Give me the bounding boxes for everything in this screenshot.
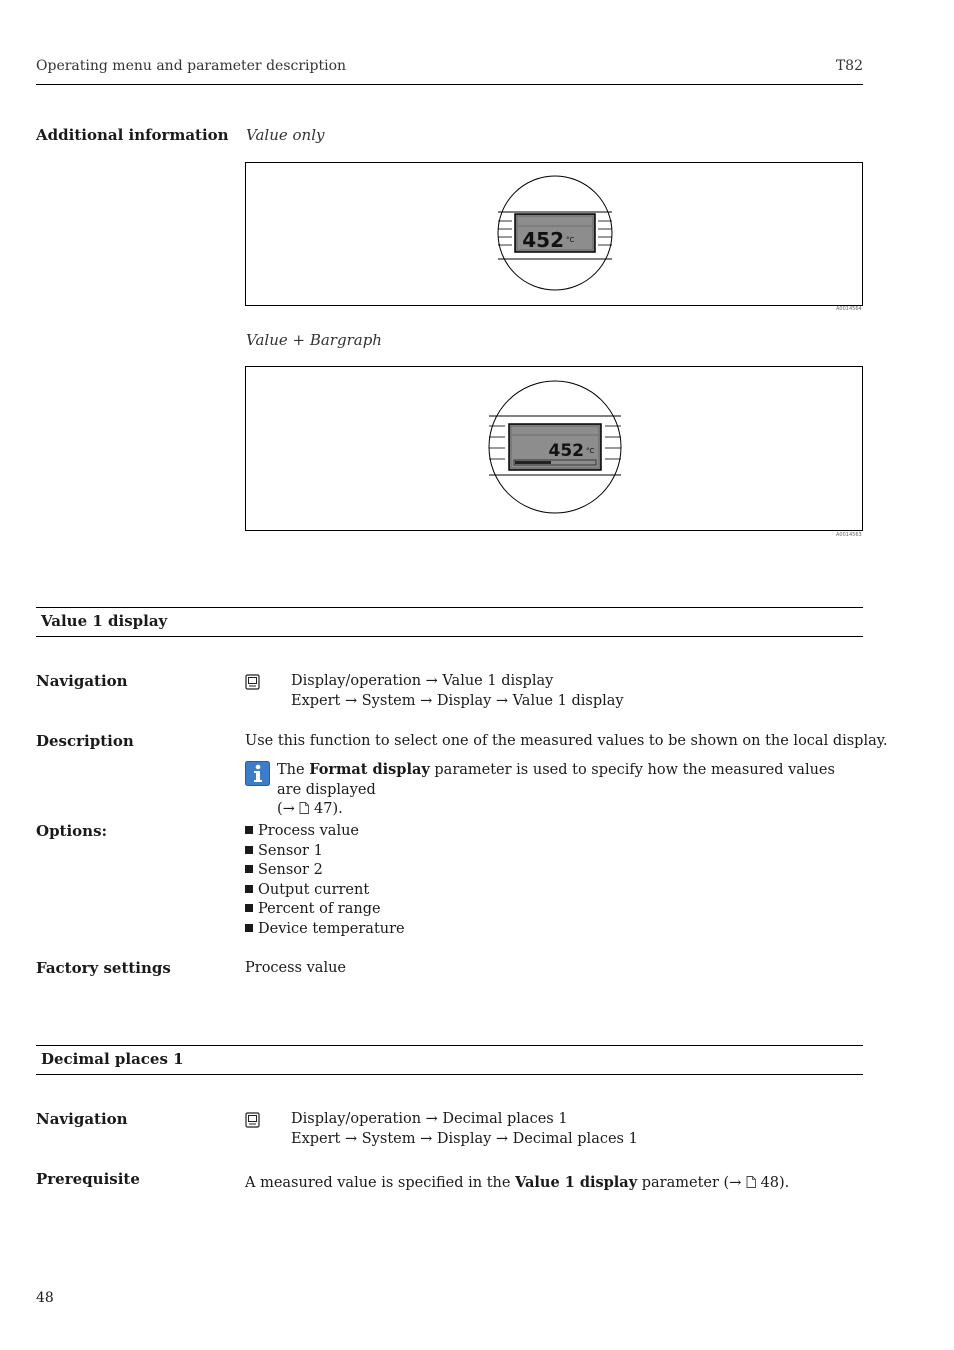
prereq-parameter-name: Value 1 display	[515, 1174, 638, 1191]
header-rule	[36, 84, 863, 85]
list-item: Device temperature	[245, 920, 405, 940]
section-decimal-places-1	[36, 1045, 863, 1075]
list-item: Output current	[245, 881, 405, 901]
nav-path-display-operation: Display/operation → Value 1 display	[291, 673, 554, 689]
page-ref-icon	[746, 1175, 756, 1195]
note-ref-page: 47	[314, 801, 333, 817]
reading-value: 452	[522, 228, 564, 252]
display-menu-icon	[245, 674, 260, 694]
note-text-post: parameter is used to specify how the measured values are displayed	[277, 762, 835, 798]
bargraph-reading-unit: °C	[586, 447, 595, 455]
figure-value-only	[245, 162, 863, 306]
info-note	[277, 760, 861, 821]
running-header-section: Operating menu and parameter description	[36, 58, 347, 74]
running-header-product: T82	[835, 58, 863, 74]
display-bargraph-illustration	[246, 367, 862, 530]
options-label: Options:	[36, 822, 108, 840]
bargraph-reading-value: 452	[548, 441, 584, 461]
additional-information-label: Additional information	[36, 126, 229, 144]
section-value-1-display	[36, 607, 863, 637]
figure-value-bargraph	[245, 366, 863, 531]
nav-path-expert: Expert → System → Display → Value 1 display	[291, 692, 624, 709]
figure-code-2: A0014563	[836, 532, 862, 538]
display-menu-icon	[245, 1112, 260, 1132]
list-item: Sensor 2	[245, 861, 405, 881]
prerequisite-label: Prerequisite	[36, 1170, 140, 1188]
factory-settings-value: Process value	[245, 960, 347, 976]
navigation-paths	[291, 1110, 638, 1149]
nav-path-display-operation: Display/operation → Decimal places 1	[291, 1111, 568, 1127]
note-text-pre: The	[277, 762, 310, 778]
list-item: Percent of range	[245, 900, 405, 920]
nav-path-expert: Expert → System → Display → Decimal places 1	[291, 1130, 638, 1147]
figure-code-1: A0014564	[836, 306, 862, 312]
page-ref-icon	[299, 801, 309, 821]
figure-caption-value-only: Value only	[246, 126, 325, 144]
prereq-ref-page: 48	[760, 1175, 780, 1191]
bargraph-fill	[515, 461, 551, 464]
navigation-label: Navigation	[36, 672, 128, 690]
description-text: Use this function to select one of the measured values to be shown on the local display.	[245, 733, 888, 749]
note-ref-suffix: ).	[332, 801, 343, 817]
section-title: Decimal places 1	[41, 1050, 184, 1068]
figure-caption-value-bargraph: Value + Bargraph	[246, 331, 382, 349]
display-value-only-illustration	[246, 163, 862, 305]
list-item: Process value	[245, 822, 405, 842]
navigation-paths	[291, 672, 624, 711]
prereq-text-post: ).	[779, 1175, 790, 1191]
section-title: Value 1 display	[41, 612, 168, 630]
prerequisite-text	[245, 1173, 789, 1195]
note-parameter-name: Format display	[309, 761, 430, 778]
list-item: Sensor 1	[245, 842, 405, 862]
reading-unit: °C	[566, 236, 575, 244]
note-ref-prefix: (→	[277, 801, 300, 817]
options-list	[245, 822, 405, 939]
prereq-text-mid: parameter (→	[637, 1175, 746, 1191]
navigation-label: Navigation	[36, 1110, 128, 1128]
factory-settings-label: Factory settings	[36, 959, 171, 977]
description-label: Description	[36, 732, 134, 750]
page-number: 48	[36, 1290, 54, 1306]
info-icon	[245, 761, 270, 790]
prereq-text-pre: A measured value is specified in the	[245, 1175, 516, 1191]
